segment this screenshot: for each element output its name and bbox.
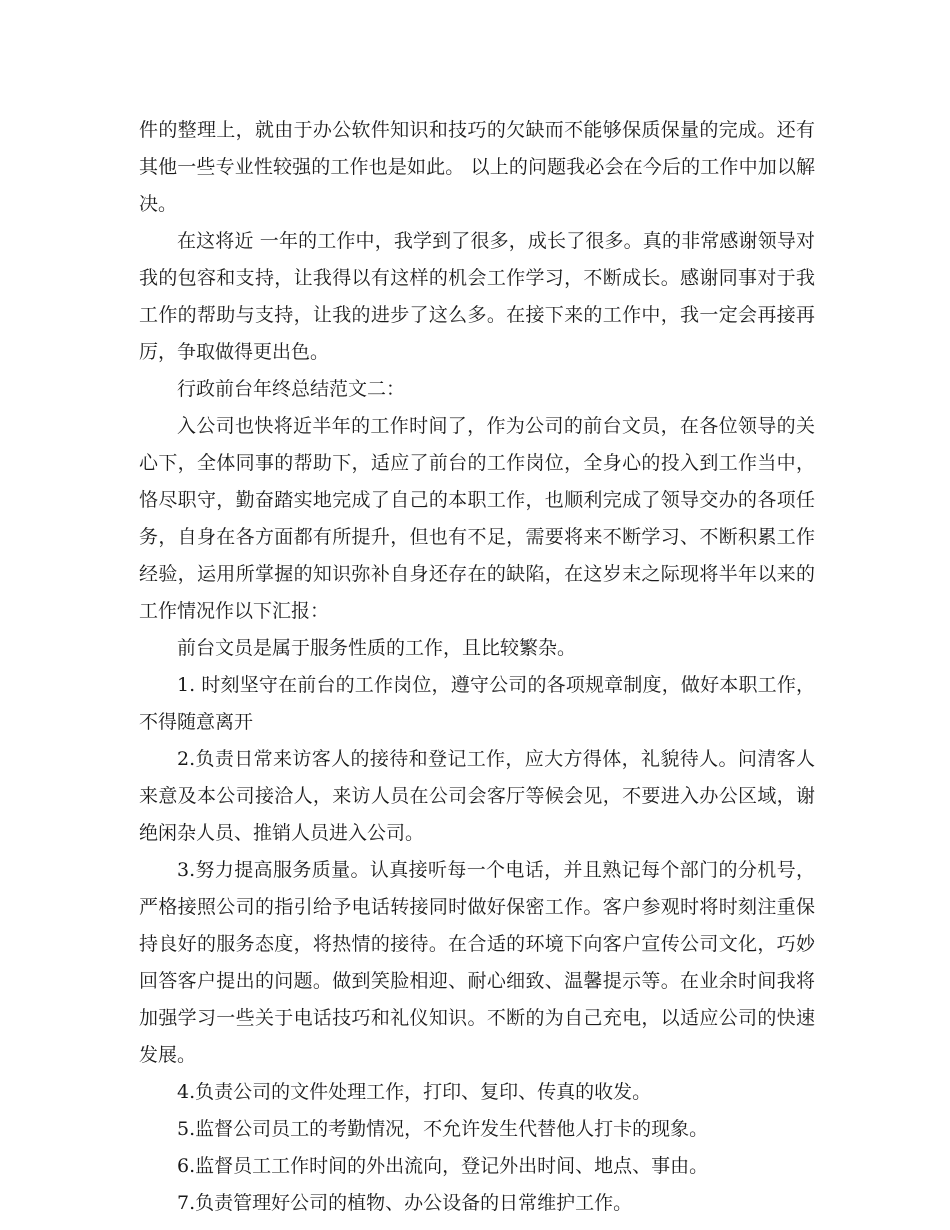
list-item-5: 5.监督公司员工的考勤情况，不允许发生代替他人打卡的现象。: [177, 1118, 709, 1140]
section-heading: 行政前台年终总结范文二：: [177, 378, 406, 400]
list-item-3: 3.努力提高服务质量。认真接听每一个电话，并且熟记每个部门的分机号，严格接照公司的指引给予电话转接同时做好保密工作。客户参观时将时刻注重保持良好的服务态度，将热情的接待。在合适的环境下向客户宣传公司文化，巧妙回答客户提出的问题。做到笑脸相迎、耐心细致、温馨提示等。在业余时间我将加强学习一些关于电话技巧和礼仪知识。不断的为自己充电，以适应公司的快速发展。: [139, 859, 815, 1066]
list-item-6: 6.监督员工工作时间的外出流向，登记外出时间、地点、事由。: [177, 1155, 709, 1177]
paragraph-continuation: 件的整理上，就由于办公软件知识和技巧的欠缺而不能够保质保量的完成。还有其他一些专业性较强的工作也是如此。 以上的问题我必会在今后的工作中加以解决。: [139, 119, 815, 215]
paragraph-intro: 入公司也快将近半年的工作时间了，作为公司的前台文员，在各位领导的关心下，全体同事的帮助下，适应了前台的工作岗位，全身心的投入到工作当中，恪尽职守，勤奋踏实地完成了自己的本职工作，也顺利完成了领导交办的各项任务，自身在各方面都有所提升，但也有不足，需要将来不断学习、不断积累工作经验，运用所掌握的知识弥补自身还存在的缺陷，在这岁末之际现将半年以来的工作情况作以下汇报：: [139, 415, 815, 622]
list-item-2: 2.负责日常来访客人的接待和登记工作，应大方得体，礼貌待人。问清客人来意及本公司接洽人，来访人员在公司会客厅等候会见，不要进入办公区域，谢绝闲杂人员、推销人员进入公司。: [139, 748, 815, 844]
paragraph-gratitude: 在这将近 一年的工作中，我学到了很多，成长了很多。真的非常感谢领导对我的包容和支持，让我得以有这样的机会工作学习，不断成长。感谢同事对于我工作的帮助与支持，让我的进步了这么多。在接下来的工作中，我一定会再接再厉，争取做得更出色。: [139, 230, 815, 363]
paragraph-role: 前台文员是属于服务性质的工作，且比较繁杂。: [177, 637, 577, 659]
document-body: [139, 112, 815, 1222]
list-item-4: 4.负责公司的文件处理工作，打印、复印、传真的收发。: [177, 1081, 652, 1103]
list-item-7: 7.负责管理好公司的植物、办公设备的日常维护工作。: [177, 1192, 633, 1214]
list-item-1: 1. 时刻坚守在前台的工作岗位，遵守公司的各项规章制度，做好本职工作，不得随意离开: [139, 674, 815, 733]
